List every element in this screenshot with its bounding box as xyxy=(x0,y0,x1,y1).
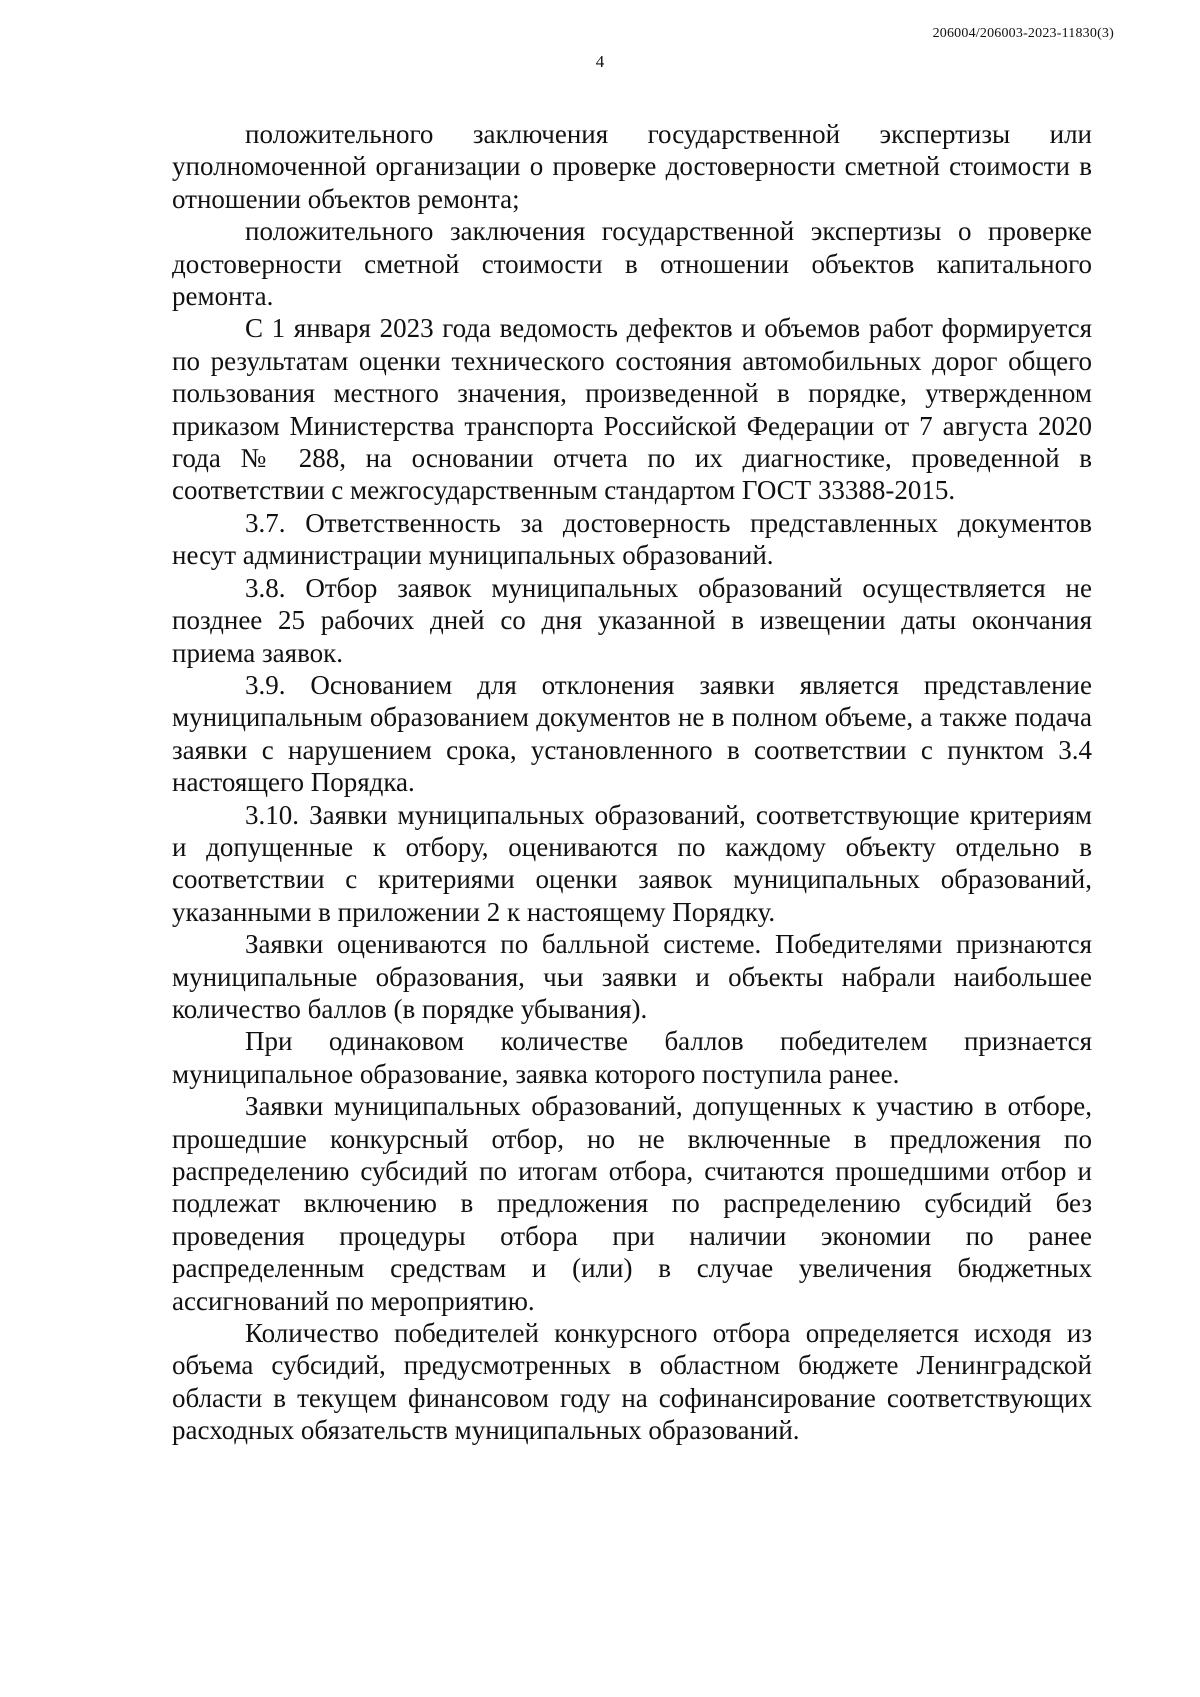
paragraph-estimate-conclusion-capital-repair: положительного заключения государственной экспертизы о проверке достоверности сметной стоимости в отношении объектов капитального ремонта. xyxy=(172,216,1092,312)
paragraph-estimate-conclusion-repair: положительного заключения государственной экспертизы или уполномоченной организации о проверке достоверности сметной стоимости в отношении объектов ремонта; xyxy=(172,119,1092,214)
paragraph-tie-break: При одинаковом количестве баллов победителем признается муниципальное образование, заявка которого поступила ранее. xyxy=(172,1026,1092,1089)
document-registration-number: 206004/206003-2023-11830(3) xyxy=(932,26,1114,41)
paragraph-unfunded-applications: Заявки муниципальных образований, допущенных к участию в отборе, прошедшие конкурсный отбор, но не включенные в предложения по распределению субсидий по итогам отбора, считаются прошедшими отбор и подлежат включению в предложения по распределению субсидий без проведения процедуры отбора при наличии экономии по ранее распределенным средствам и (или) в случае увеличения бюджетных ассигнований по мероприятию. xyxy=(172,1091,1092,1316)
paragraph-number-of-winners: Количество победителей конкурсного отбора определяется исходя из объема субсидий, предусмотренных в областном бюджете Ленинградской области в текущем финансовом году на софинансирование соответствующих расходных обязательств муниципальных образований. xyxy=(172,1318,1092,1446)
paragraph-clause-3-8: 3.8. Отбор заявок муниципальных образований осуществляется не позднее 25 рабочих дней со дня указанной в извещении даты окончания приема заявок. xyxy=(172,572,1092,668)
paragraph-clause-3-9: 3.9. Основанием для отклонения заявки является представление муниципальным образованием документов не в полном объеме, а также подача заявки с нарушением срока, установленного в соответствии с пунктом 3.4 настоящего Порядка. xyxy=(172,669,1092,798)
paragraph-defects-statement: С 1 января 2023 года ведомость дефектов и объемов работ формируется по результатам оценки технического состояния автомобильных дорог общего пользования местного значения, произведенной в порядке, утвержденном приказом Министерства транспорта Российской Федерации от 7 августа 2020 года № 288, на основании отчета по их диагностике, проведенной в соответствии с межгосударственным стандартом ГОСТ 33388-2015. xyxy=(172,313,1092,506)
paragraph-scoring-system: Заявки оцениваются по балльной системе. Победителями признаются муниципальные образования, чьи заявки и объекты набрали наибольшее количество баллов (в порядке убывания). xyxy=(172,929,1092,1024)
paragraph-clause-3-7: 3.7. Ответственность за достоверность представленных документов несут администрации муниципальных образований. xyxy=(172,507,1092,571)
paragraph-clause-3-10: 3.10. Заявки муниципальных образований, соответствующие критериям и допущенные к отбору, оцениваются по каждому объекту отдельно в соответствии с критериями оценки заявок муниципальных образований, указанными в приложении 2 к настоящему Порядку. xyxy=(172,799,1092,927)
page-number: 4 xyxy=(595,52,605,71)
document-body xyxy=(172,118,1092,1447)
